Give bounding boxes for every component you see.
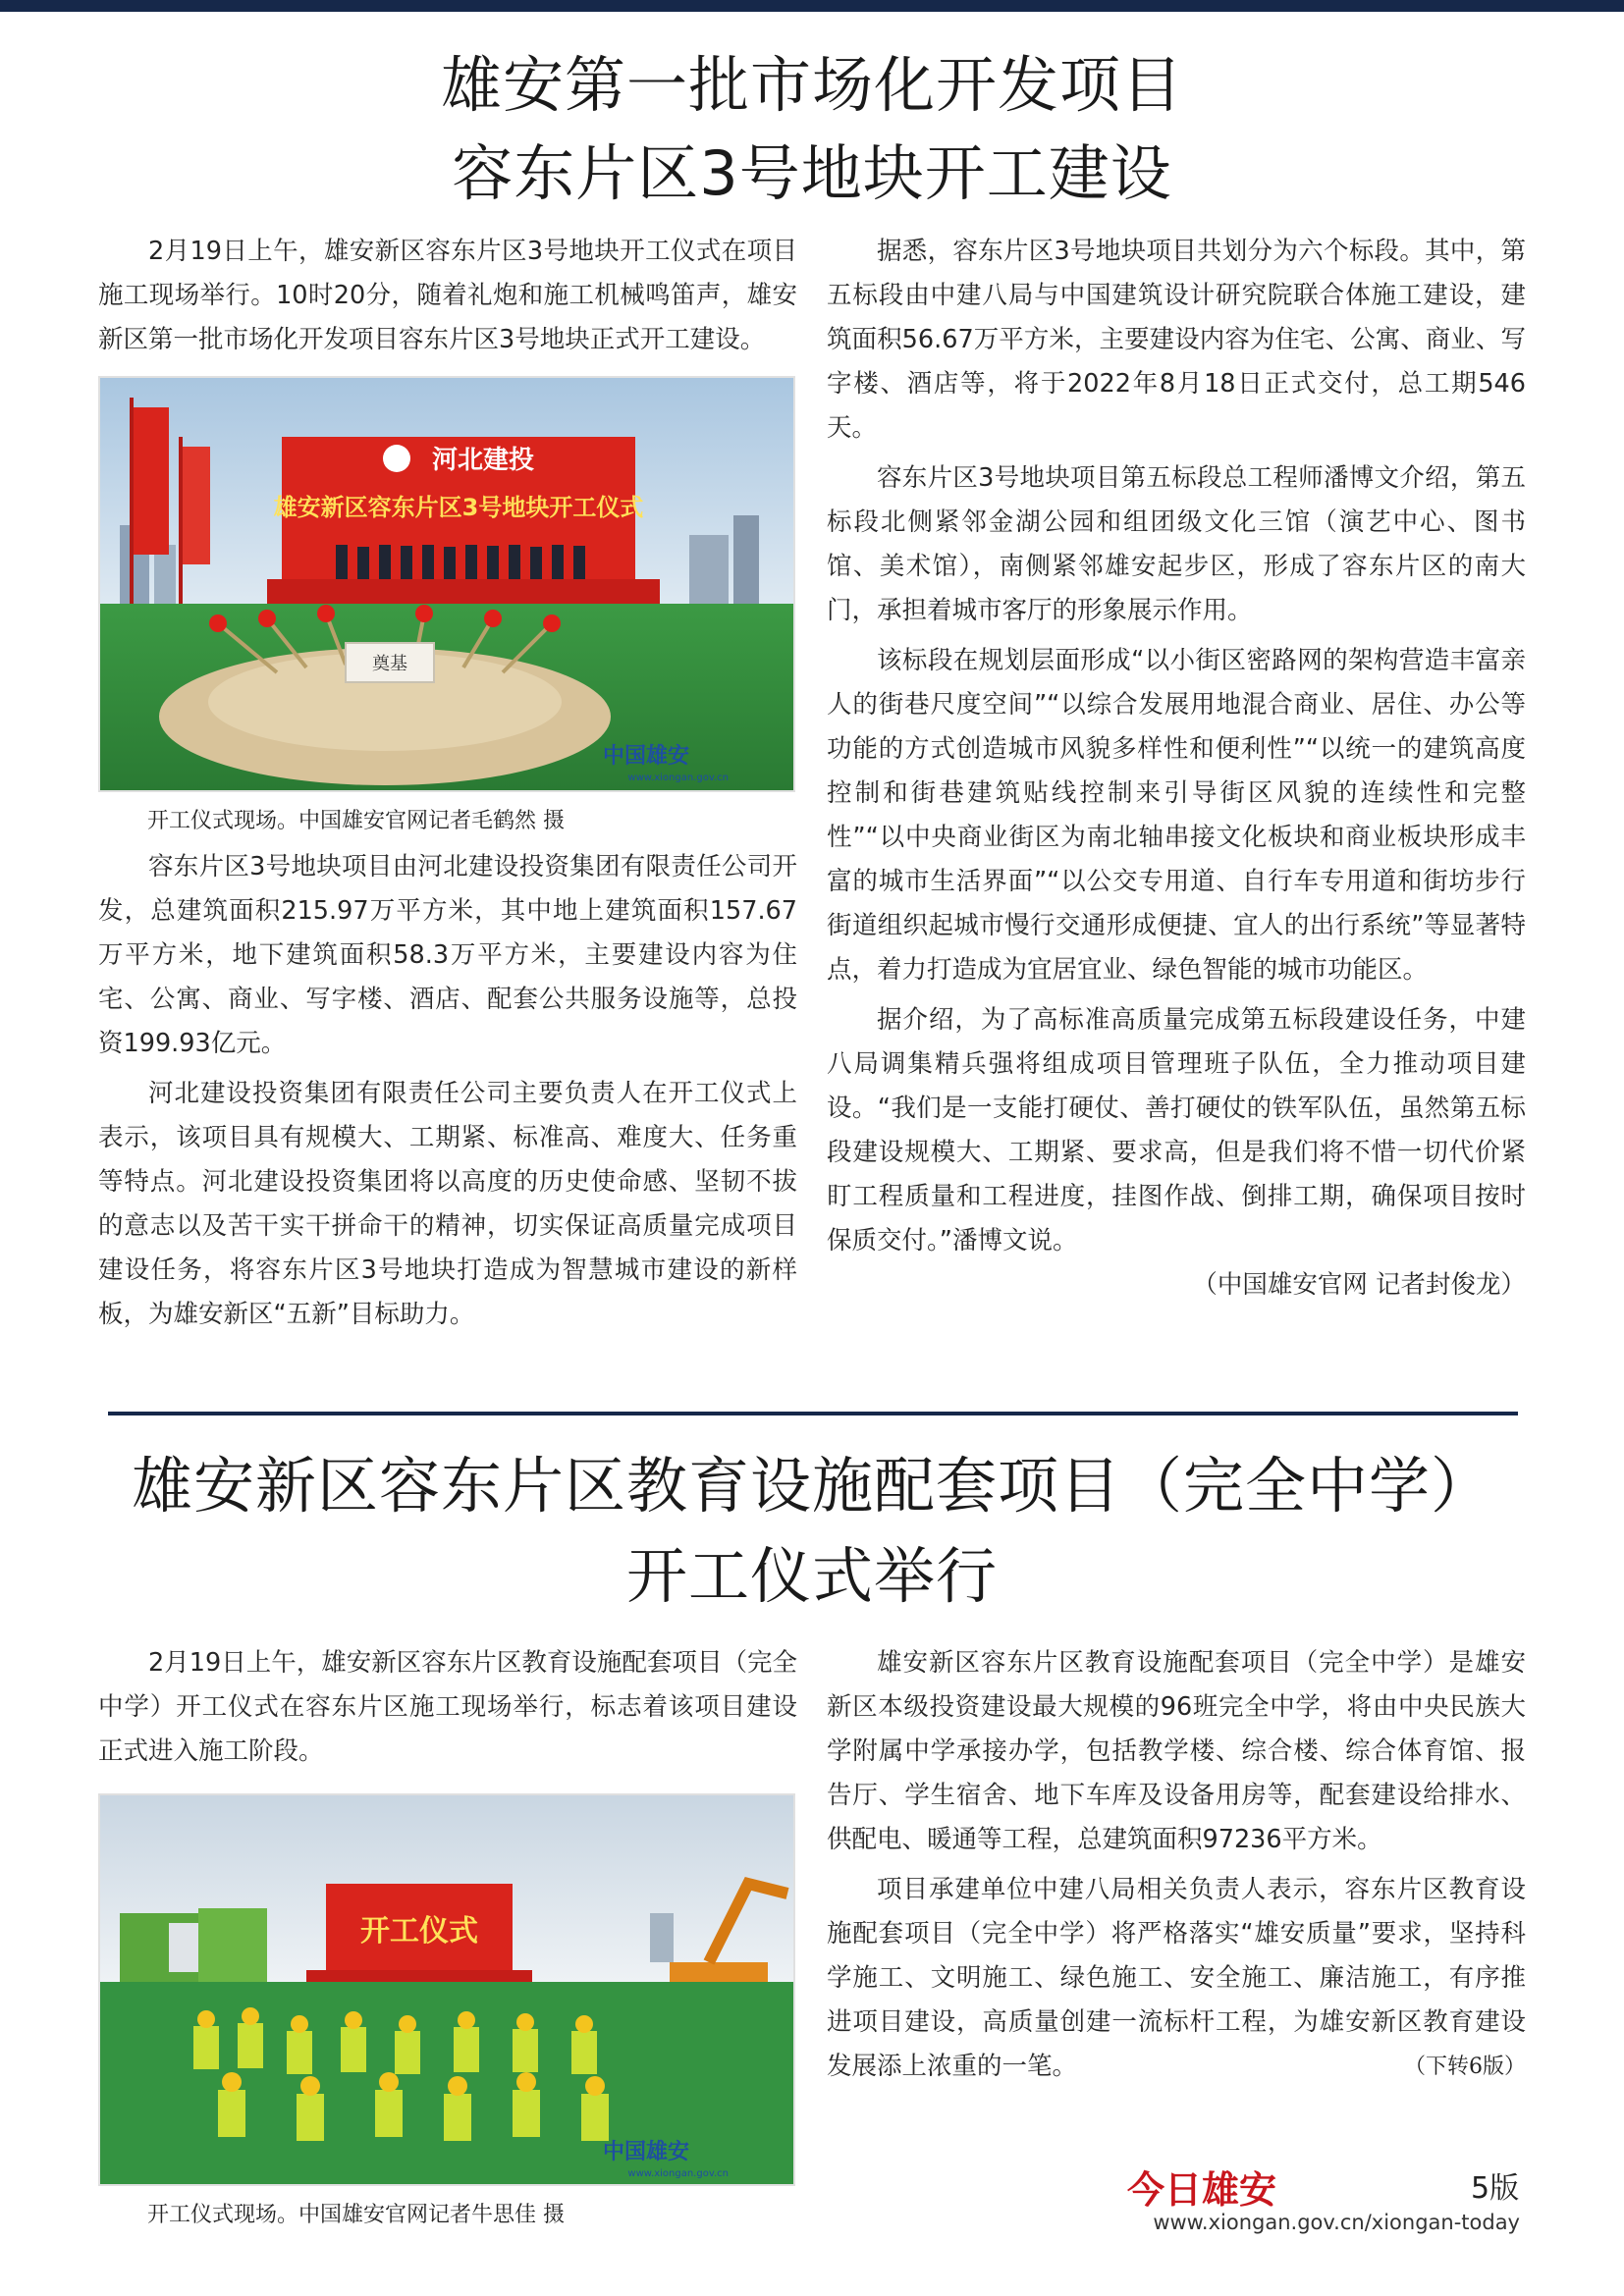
article-divider — [108, 1412, 1518, 1415]
groundbreaking-photo-illustration — [100, 1795, 793, 2184]
photo-watermark: 中国雄安 — [602, 2139, 689, 2164]
article2-right-column — [827, 1641, 1526, 2089]
article1-photo-caption: 开工仪式现场。中国雄安官网记者毛鹤然 摄 — [147, 809, 565, 833]
photo-watermark-url: www.xiongan.gov.cn — [627, 773, 729, 783]
foundation-stone-text: 奠基 — [372, 654, 407, 674]
article2-left-column — [98, 1641, 797, 2239]
publication-brand: 今日雄安 — [1127, 2167, 1277, 2212]
article2-title-line1: 雄安新区容东片区教育设施配套项目（完全中学） — [131, 1450, 1492, 1522]
article1-right-column — [827, 230, 1526, 1308]
top-color-bar — [0, 0, 1624, 12]
article1-title-line2: 容东片区3号地块开工建设 — [452, 137, 1172, 209]
article1-right-paragraph: 据悉，容东片区3号地块项目共划分为六个标段。其中，第五标段由中建八局与中国建筑设计研究院联合体施工建设，建筑面积56.67万平方米，主要建设内容为住宅、公寓、商业、写字楼、酒店等，将于2022年8月18日正式交付，总工期546天。 — [827, 237, 1526, 443]
article2-photo — [98, 1793, 795, 2186]
article1-left-column — [98, 230, 797, 1337]
article2-photo-caption: 开工仪式现场。中国雄安官网记者牛思佳 摄 — [147, 2203, 565, 2227]
article2-right-paragraph-text: 项目承建单位中建八局相关负责人表示，容东片区教育设施配套项目（完全中学）将严格落实“雄安质量”要求，坚持科学施工、文明施工、绿色施工、安全施工、廉洁施工，有序推进项目建设，高质量创建一流标杆工程，为雄安新区教育建设发展添上浓重的一笔。 — [827, 1875, 1526, 2081]
page-number: 5版 — [1471, 2171, 1520, 2206]
article1-title-line1: 雄安第一批市场化开发项目 — [440, 49, 1183, 121]
article1-right-paragraph: 据介绍，为了高标准高质量完成第五标段建设任务，中建八局调集精兵强将组成项目管理班子队伍，全力推动项目建设。“我们是一支能打硬仗、善打硬仗的铁军队伍，虽然第五标段建设规模大、工期紧、要求高，但是我们将不惜一切代价紧盯工程质量和工程进度，挂图作战、倒排工期，确保项目按时保质交付。”潘博文说。 — [827, 1005, 1526, 1255]
article1-photo — [98, 376, 795, 792]
article1-left-paragraph: 2月19日上午，雄安新区容东片区3号地块开工仪式在项目施工现场举行。10时20分，随着礼炮和施工机械鸣笛声，雄安新区第一批市场化开发项目容东片区3号地块正式开工建设。 — [98, 237, 797, 354]
article1-left-paragraph: 容东片区3号地块项目由河北建设投资集团有限责任公司开发，总建筑面积215.97万平方米，其中地上建筑面积157.67万平方米，地下建筑面积58.3万平方米，主要建设内容为住宅、公寓、商业、写字楼、酒店、配套公共服务设施等，总投资199.93亿元。 — [98, 852, 797, 1058]
publication-url: www.xiongan.gov.cn/xiongan-today — [1153, 2211, 1520, 2234]
banner-title-text: 雄安新区容东片区3号地块开工仪式 — [273, 494, 644, 521]
article2-right-paragraph: 雄安新区容东片区教育设施配套项目（完全中学）是雄安新区本级投资建设最大规模的96班完全中学，将由中央民族大学附属中学承接办学，包括教学楼、综合楼、综合体育馆、报告厅、学生宿舍、地下车库及设备用房等，配套建设给排水、供配电、暖通等工程，总建筑面积97236平方米。 — [827, 1648, 1526, 1854]
photo-watermark: 中国雄安 — [602, 743, 689, 769]
ceremony-photo-illustration — [100, 378, 793, 790]
article2-headline — [0, 1441, 1624, 1622]
article1-credit: （中国雄安官网 记者封俊龙） — [1192, 1270, 1526, 1300]
article2-title-line2: 开工仪式举行 — [625, 1540, 998, 1612]
photo-watermark-url: www.xiongan.gov.cn — [627, 2168, 729, 2179]
banner-logo-text: 河北建投 — [431, 446, 535, 475]
article1-right-paragraph: 容东片区3号地块项目第五标段总工程师潘博文介绍，第五标段北侧紧邻金湖公园和组团级文化三馆（演艺中心、图书馆、美术馆），南侧紧邻雄安起步区，形成了容东片区的南大门，承担着城市客厅的形象展示作用。 — [827, 463, 1526, 625]
continued-note: （下转6版） — [1404, 2055, 1526, 2079]
banner-title-text: 开工仪式 — [360, 1914, 478, 1949]
article1-headline — [0, 41, 1624, 218]
article1-left-paragraph: 河北建设投资集团有限责任公司主要负责人在开工仪式上表示，该项目具有规模大、工期紧、标准高、难度大、任务重等特点。河北建设投资集团将以高度的历史使命感、坚韧不拔的意志以及苦干实干拼命干的精神，切实保证高质量完成项目建设任务，将容东片区3号地块打造成为智慧城市建设的新样板，为雄安新区“五新”目标助力。 — [98, 1079, 797, 1329]
article2-left-paragraph: 2月19日上午，雄安新区容东片区教育设施配套项目（完全中学）开工仪式在容东片区施工现场举行，标志着该项目建设正式进入施工阶段。 — [98, 1648, 797, 1766]
article1-right-paragraph: 该标段在规划层面形成“以小街区密路网的架构营造丰富亲人的街巷尺度空间”“以综合发展用地混合商业、居住、办公等功能的方式创造城市风貌多样性和便利性”“以统一的建筑高度控制和街巷建筑贴线控制来引导街区风貌的连续性和完整性”“以中央商业街区为南北轴串接文化板块和商业板块形成丰富的城市生活界面”“以公交专用道、自行车专用道和街坊步行街道组织起城市慢行交通形成便捷、宜人的出行系统”等显著特点，着力打造成为宜居宜业、绿色智能的城市功能区。 — [827, 646, 1526, 985]
article2-right-paragraph — [827, 1868, 1526, 2089]
